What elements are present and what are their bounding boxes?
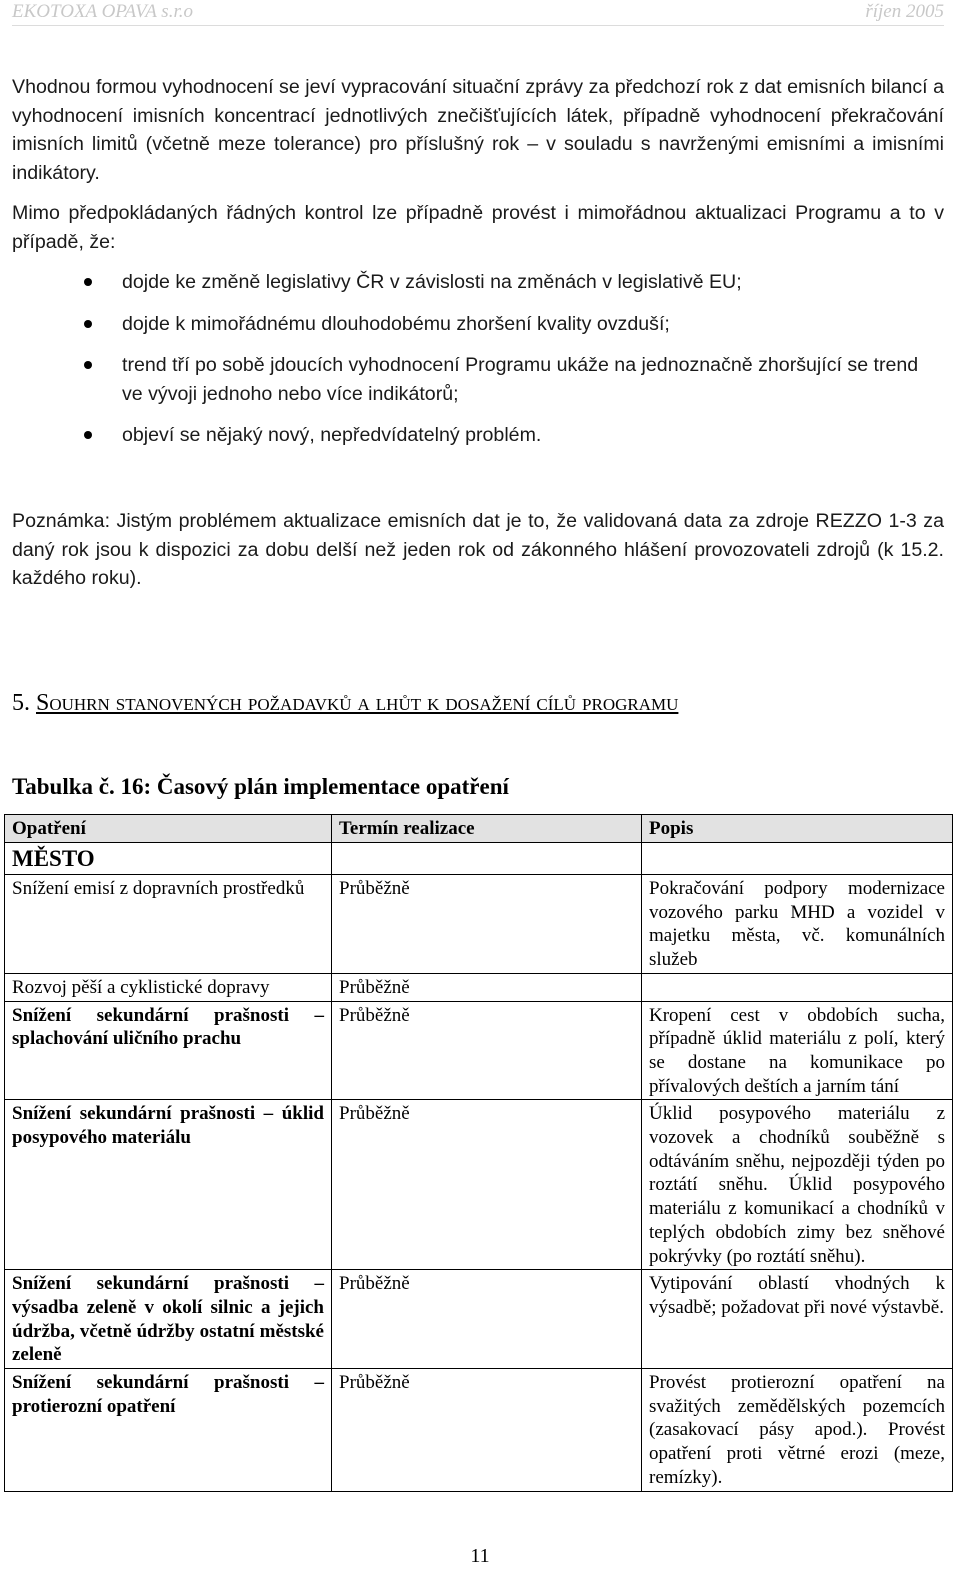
- list-item: [82, 421, 944, 450]
- implementation-plan-table: [4, 814, 953, 1492]
- bullet-icon: [84, 320, 92, 328]
- column-header-measure: Opatření: [5, 815, 332, 843]
- table-header-row: [5, 815, 953, 843]
- header-rule: [12, 25, 944, 26]
- column-header-term: Termín realizace: [332, 815, 642, 843]
- measure-cell: Snížení sekundární prašnosti – splachování uličního prachu: [5, 1001, 332, 1100]
- table-cell: [642, 843, 953, 875]
- group-label: MĚSTO: [5, 843, 332, 875]
- header-company: EKOTOXA OPAVA s.r.o: [12, 1, 193, 22]
- bullet-icon: [84, 431, 92, 439]
- description-cell: [642, 973, 953, 1001]
- measure-cell: Rozvoj pěší a cyklistické dopravy: [5, 973, 332, 1001]
- note-paragraph: Poznámka: Jistým problémem aktualizace emisních dat je to, že validovaná data za zdroje REZZO 1-3 za daný rok jsou k dispozici za dobu delší než jeden rok od zákonného hlášení provozovateli zdrojů (k 15.2. každého roku).: [12, 510, 944, 589]
- table-row: [5, 1100, 953, 1270]
- description-cell: Provést protierozní opatření na svažitých zemědělských pozemcích (zasakovací pásy apod.). Provést opatření proti větrné erozi (meze, remízky).: [642, 1369, 953, 1492]
- measure-cell: Snížení sekundární prašnosti – protierozní opatření: [5, 1369, 332, 1492]
- measure-cell: Snížení sekundární prašnosti – výsadba zeleně v okolí silnic a jejich údržba, včetně údržby ostatní městské zeleně: [5, 1270, 332, 1369]
- list-item-text: trend tří po sobě jdoucích vyhodnocení Programu ukáže na jednoznačně zhoršující se trend ve vývoji jednoho nebo více indikátorů;: [122, 354, 919, 405]
- table-group-row: [5, 843, 953, 875]
- bullet-icon: [84, 361, 92, 369]
- list-item-text: objeví se nějaký nový, nepředvídatelný problém.: [122, 424, 542, 446]
- term-cell: Průběžně: [332, 973, 642, 1001]
- table-row: [5, 875, 953, 974]
- paragraph-update: Mimo předpokládaných řádných kontrol lze případně provést i mimořádnou aktualizaci Programu a to v případě, že:: [12, 202, 944, 253]
- description-cell: Úklid posypového materiálu z vozovek a chodníků souběžně s odtáváním sněhu, nejpozději týden po roztátí sněhu. Úklid posypového materiálu z komunikací a chodníků v teplých obdobích zimy bez sněhové pokrývky (po roztátí sněhu).: [642, 1100, 953, 1270]
- bullet-icon: [84, 278, 92, 286]
- description-cell: Kropení cest v obdobích sucha, případně úklid materiálu z polí, který se dostane na komunikace po přívalových deštích a jarním tání: [642, 1001, 953, 1100]
- description-cell: Vytipování oblastí vhodných k výsadbě; požadovat při nové výstavbě.: [642, 1270, 953, 1369]
- table-cell: [332, 843, 642, 875]
- table-row: [5, 1001, 953, 1100]
- list-item: [82, 268, 944, 297]
- update-conditions-list: [82, 268, 944, 463]
- section-heading: [12, 688, 952, 718]
- description-cell: Pokračování podpory modernizace vozového parku MHD a vozidel v majetku města, vč. komunálních služeb: [642, 875, 953, 974]
- table-row: [5, 1270, 953, 1369]
- table-row: [5, 1369, 953, 1492]
- list-item-text: dojde k mimořádnému dlouhodobému zhoršení kvality ovzduší;: [122, 312, 670, 335]
- term-cell: Průběžně: [332, 1001, 642, 1100]
- measure-cell: Snížení emisí z dopravních prostředků: [5, 875, 332, 974]
- list-item: [82, 351, 944, 408]
- term-cell: Průběžně: [332, 1270, 642, 1369]
- term-cell: Průběžně: [332, 1100, 642, 1270]
- column-header-description: Popis: [642, 815, 953, 843]
- header-date: říjen 2005: [865, 1, 944, 22]
- section-title: Souhrn stanovených požadavků a lhůt k dosažení cílů programu: [36, 690, 679, 716]
- section-number: 5.: [12, 690, 30, 716]
- term-cell: Průběžně: [332, 875, 642, 974]
- page-header: [12, 0, 944, 24]
- list-item-text: dojde ke změně legislativy ČR v závislosti na změnách v legislativě EU;: [122, 271, 742, 293]
- list-item: [82, 310, 944, 339]
- table-caption: Tabulka č. 16: Časový plán implementace opatření: [12, 774, 509, 799]
- table-row: [5, 973, 953, 1001]
- measure-cell: Snížení sekundární prašnosti – úklid posypového materiálu: [5, 1100, 332, 1270]
- term-cell: Průběžně: [332, 1369, 642, 1492]
- page-number: 11: [470, 1545, 490, 1567]
- paragraph-evaluation: Vhodnou formou vyhodnocení se jeví vypracování situační zprávy za předchozí rok z dat emisních bilancí a vyhodnocení imisních koncentrací jednotlivých znečišťujících látek, případně vyhodnocení překračování imisních limitů (včetně meze tolerance) pro příslušný rok – v souladu s navrženými emisními a imisními indikátory.: [12, 76, 944, 184]
